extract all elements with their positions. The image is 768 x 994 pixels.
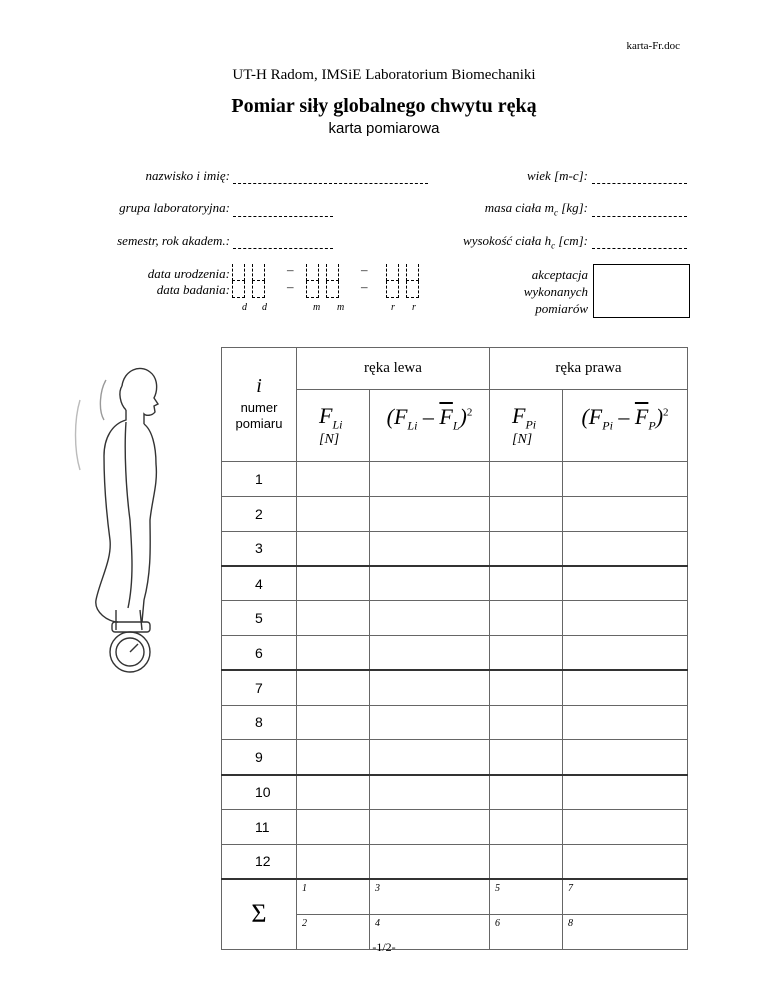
measurement-cell[interactable] [490,775,563,810]
measurement-cell[interactable] [563,566,688,601]
measurement-cell[interactable] [297,809,370,844]
measurement-cell[interactable] [490,462,563,497]
table-row [222,809,688,844]
mass-label: masa ciała $m_c$ [kg]: [484,200,588,218]
month-hint: m [337,302,345,313]
measurement-cell[interactable] [370,740,490,775]
group-field[interactable] [233,216,333,217]
measurement-table [221,347,688,950]
measurement-cell[interactable] [297,775,370,810]
measurement-cell[interactable] [490,740,563,775]
measurement-cell[interactable] [297,566,370,601]
age-label: wiek [m-c]: [526,168,588,183]
name-label: nazwisko i imię: [145,168,230,183]
measurement-cell[interactable] [563,705,688,740]
sum-cell[interactable]: 5 [490,879,563,914]
row-number: 6 [222,635,297,670]
measurement-cell[interactable] [563,740,688,775]
person-with-dynamometer-illustration [60,360,190,700]
measurement-cell[interactable] [370,809,490,844]
table-row [222,635,688,670]
table-row [222,462,688,497]
measurement-cell[interactable] [490,601,563,636]
year-hint: r [391,302,395,313]
measurement-cell[interactable] [370,462,490,497]
measurement-cell[interactable] [490,670,563,705]
height-field[interactable] [592,248,687,249]
measurement-cell[interactable] [563,635,688,670]
measurement-cell[interactable] [490,496,563,531]
row-number: 10 [222,775,297,810]
acceptance-box[interactable] [593,264,690,318]
sum-cell[interactable]: 3 [370,879,490,914]
row-number: 9 [222,740,297,775]
measurement-cell[interactable] [490,705,563,740]
date-separator: – [361,262,368,277]
measurement-cell[interactable] [563,844,688,879]
row-number: 1 [222,462,297,497]
measurement-cell[interactable] [563,462,688,497]
force-left-header: $F_{Li}$ [N] [297,390,370,462]
table-row [222,566,688,601]
acceptance-label: akceptacja wykonanych pomiarów [523,267,588,316]
measurement-cell[interactable] [563,601,688,636]
variance-left-header: $(F_{Li} - \overline{F}_L)^2$ [370,390,490,462]
measurement-cell[interactable] [563,496,688,531]
name-field[interactable] [233,183,428,184]
row-number: 12 [222,844,297,879]
mass-field[interactable] [592,216,687,217]
table-row [222,496,688,531]
row-number: 7 [222,670,297,705]
date-separator: – [361,279,368,294]
measurement-cell[interactable] [297,705,370,740]
variance-right-header: $(F_{Pi} - \overline{F}_P)^2$ [563,390,688,462]
measurement-cell[interactable] [490,809,563,844]
sum-row [222,879,688,914]
measurement-cell[interactable] [370,844,490,879]
measurement-cell[interactable] [370,705,490,740]
measurement-cell[interactable] [370,775,490,810]
measurement-cell[interactable] [370,531,490,566]
institution: UT-H Radom, IMSiE Laboratorium Biomechaniki [232,67,536,83]
file-name: karta-Fr.doc [626,40,680,52]
height-label: wysokość ciała $h_c$ [cm]: [463,233,588,251]
day-hint: d [262,302,267,313]
table-row [222,531,688,566]
measurement-cell[interactable] [490,531,563,566]
table-row [222,670,688,705]
row-number: 11 [222,809,297,844]
measurement-cell[interactable] [297,740,370,775]
table-row [222,844,688,879]
row-number: 3 [222,531,297,566]
measurement-cell[interactable] [370,496,490,531]
measurement-cell[interactable] [563,670,688,705]
group-label: grupa laboratoryjna: [119,200,230,215]
year-hint: r [412,302,416,313]
measurement-cell[interactable] [490,844,563,879]
measurement-cell[interactable] [297,670,370,705]
measurement-cell[interactable] [370,601,490,636]
row-number: 8 [222,705,297,740]
measurement-cell[interactable] [490,635,563,670]
measurement-cell[interactable] [370,670,490,705]
day-hint: d [242,302,247,313]
measurement-cell[interactable] [297,635,370,670]
month-hint: m [313,302,321,313]
row-number: 2 [222,496,297,531]
measurement-cell[interactable] [297,462,370,497]
sum-symbol: Σ [222,879,297,949]
measurement-cell[interactable] [490,566,563,601]
exam-date-label: data badania: [156,282,230,297]
table-row [222,705,688,740]
semester-label: semestr, rok akadem.: [117,233,230,248]
table-row [222,601,688,636]
row-number: 5 [222,601,297,636]
measurement-cell[interactable] [297,531,370,566]
measurement-cell[interactable] [297,496,370,531]
left-hand-header: ręka lewa [297,348,490,390]
force-right-header: $F_{Pi}$ [N] [490,390,563,462]
measurement-cell[interactable] [370,566,490,601]
measurement-cell[interactable] [297,601,370,636]
measurement-cell[interactable] [563,775,688,810]
date-separator: – [287,279,294,294]
measurement-cell[interactable] [563,809,688,844]
sum-cell[interactable]: 1 [297,879,370,914]
page-subtitle: karta pomiarowa [328,120,440,137]
table-row [222,775,688,810]
right-hand-header: ręka prawa [490,348,688,390]
sum-cell[interactable]: 7 [563,879,688,914]
measurement-cell[interactable] [297,844,370,879]
sum-cell[interactable]: 8 [563,914,688,949]
page-title: Pomiar siły globalnego chwytu ręką [231,95,537,117]
index-header: i numer pomiaru [222,348,297,462]
measurement-cell[interactable] [370,635,490,670]
birth-date-label: data urodzenia: [147,266,230,281]
table-row [222,740,688,775]
semester-field[interactable] [233,248,333,249]
sum-cell[interactable]: 6 [490,914,563,949]
page-number: -1/2- [372,940,396,954]
measurement-cell[interactable] [563,531,688,566]
date-separator: – [287,262,294,277]
age-field[interactable] [592,183,687,184]
sum-cell[interactable]: 2 [297,914,370,949]
row-number: 4 [222,566,297,601]
sum-cell[interactable]: 4 [370,914,490,949]
